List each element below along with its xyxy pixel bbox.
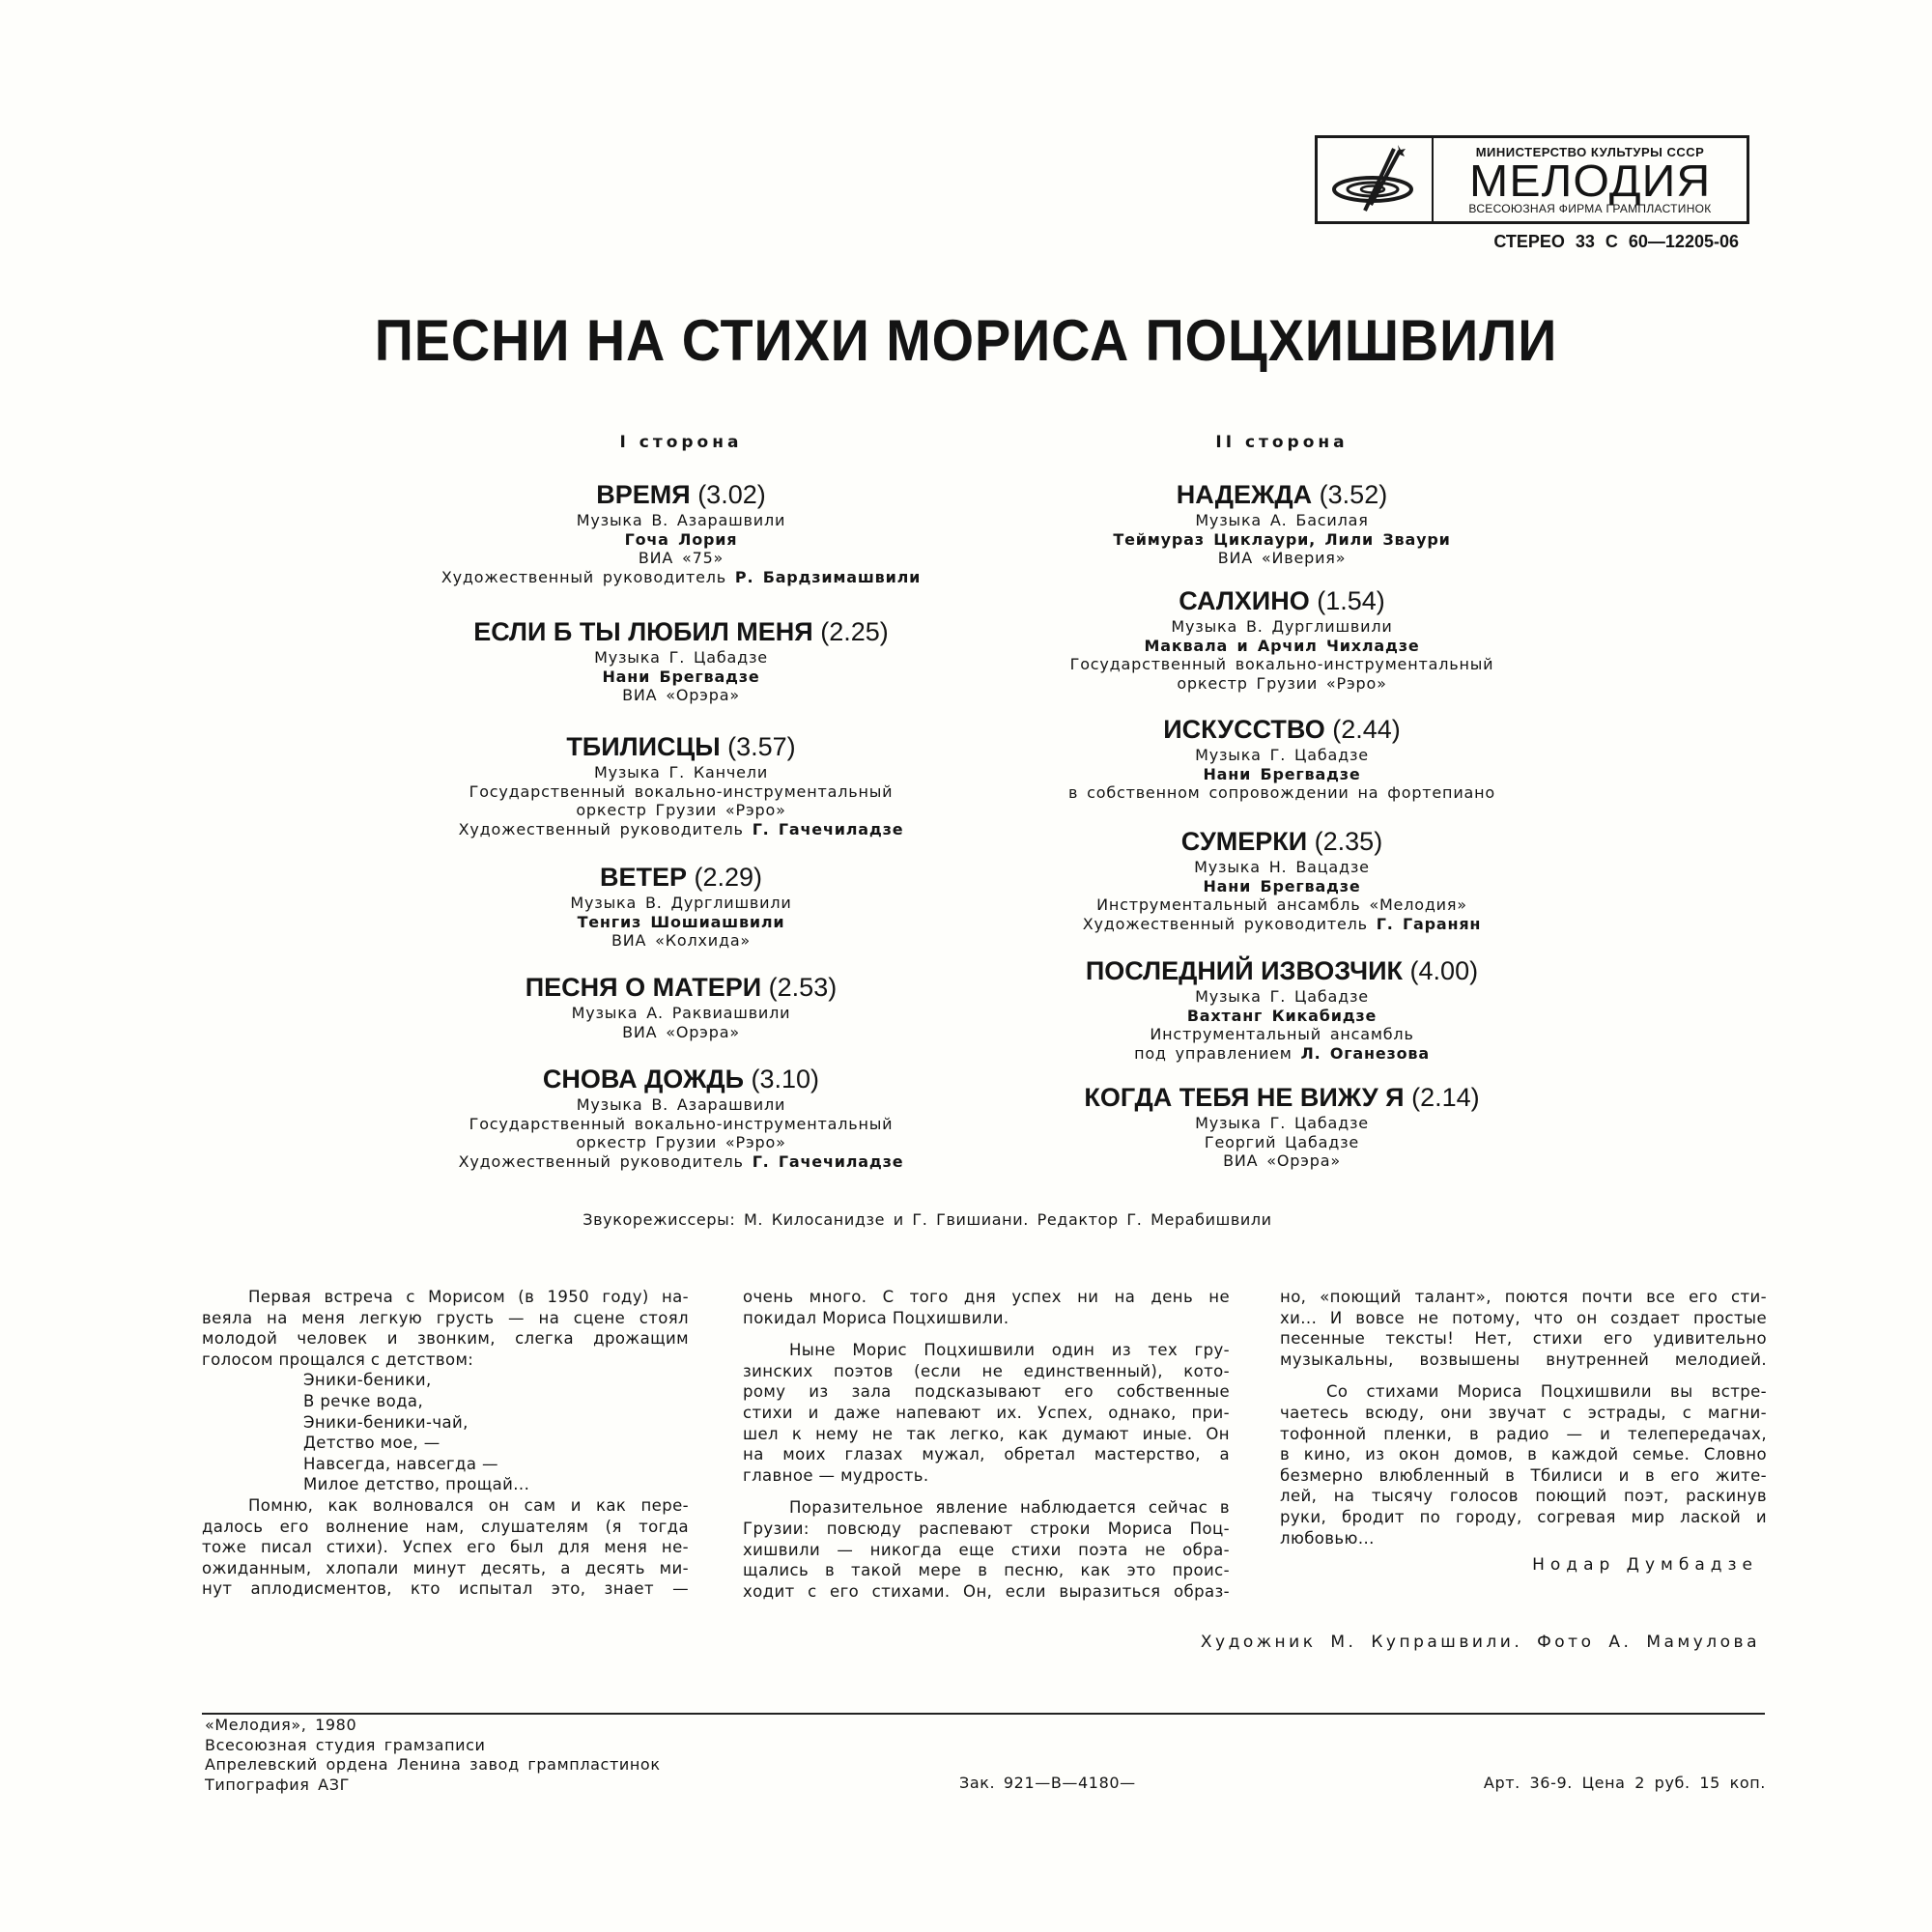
essay-line: далось его волнение нам, слушателям (я тогда	[202, 1517, 689, 1536]
track-duration: (2.14)	[1411, 1083, 1480, 1112]
track-detail	[973, 674, 1591, 694]
track-title-line	[372, 615, 990, 648]
track-title-line	[973, 713, 1591, 746]
track-detail	[973, 746, 1591, 765]
essay-column-2	[743, 1287, 1230, 1602]
track-detail	[372, 1023, 990, 1042]
track	[973, 478, 1591, 568]
track-detail	[372, 894, 990, 913]
essay-line: Грузии: повсюду распевают строки Мориса Поц-	[743, 1519, 1230, 1538]
detail-performer: Маквала и Арчил Чихладзе	[1144, 636, 1420, 655]
poem-line: Навсегда, навсегда —	[303, 1454, 498, 1473]
track-title: КОГДА ТЕБЯ НЕ ВИЖУ Я	[1084, 1083, 1405, 1112]
essay-line: любовью...	[1280, 1528, 1375, 1548]
track-detail	[372, 782, 990, 802]
track-duration: (3.10)	[751, 1065, 820, 1094]
track-detail	[372, 668, 990, 687]
essay-line: лей, на тысячу голосов поющий поэт, раскинув	[1280, 1487, 1767, 1506]
track-title: ВРЕМЯ	[596, 480, 691, 509]
detail-text: Государственный вокально-инструментальный	[469, 1114, 894, 1133]
track-detail	[973, 1007, 1591, 1026]
essay-signature: Нодар Думбадзе	[1532, 1555, 1758, 1575]
detail-text: ВИА «Иверия»	[1217, 549, 1347, 567]
essay-line: нут аплодисментов, кто испытал это, знает —	[202, 1579, 689, 1599]
track	[372, 971, 990, 1041]
detail-text: Художественный руководитель	[1082, 914, 1377, 933]
detail-text: Музыка Н. Вацадзе	[1194, 858, 1370, 876]
poem-line: Детство мое, —	[303, 1434, 440, 1453]
detail-performer: Вахтанг Кикабидзе	[1186, 1006, 1378, 1025]
track-detail	[973, 530, 1591, 550]
track-duration: (4.00)	[1409, 956, 1479, 985]
detail-text: ВИА «75»	[638, 549, 724, 567]
detail-performer: Нани Брегвадзе	[1203, 876, 1361, 895]
track-title: ИСКУССТВО	[1163, 715, 1325, 744]
track-detail	[372, 1152, 990, 1172]
publisher-line: «Мелодия», 1980	[205, 1716, 357, 1734]
detail-text: ВИА «Орэра»	[1223, 1151, 1341, 1170]
poem-line: Милое детство, прощай...	[303, 1475, 530, 1494]
track-duration: (2.53)	[768, 973, 838, 1002]
footer-divider	[202, 1713, 1765, 1715]
album-title: ПЕСНИ НА СТИХИ МОРИСА ПОЦХИШВИЛИ	[374, 308, 1558, 373]
publisher-info	[205, 1716, 661, 1795]
detail-performer: Р. Бардзимашвили	[734, 567, 922, 586]
track-title-line	[973, 954, 1591, 987]
track	[372, 730, 990, 838]
track-detail	[372, 801, 990, 820]
track-detail	[372, 648, 990, 668]
track-detail	[372, 1004, 990, 1023]
track-title-line	[372, 478, 990, 511]
detail-text: ВИА «Орэра»	[622, 686, 740, 704]
track-duration: (1.54)	[1317, 586, 1385, 615]
track-detail	[973, 1025, 1591, 1044]
track-title: СНОВА ДОЖДЬ	[542, 1065, 744, 1094]
order-number: Зак. 921—В—4180—	[959, 1774, 1136, 1792]
track-detail	[973, 617, 1591, 637]
essay-line: Поразительное явление наблюдается сейчас в	[789, 1498, 1230, 1518]
track	[372, 1063, 990, 1171]
essay-line: Первая встреча с Морисом (в 1950 году) на-	[248, 1288, 689, 1306]
catalog-number: СТЕРЕО 33 С 60—12205-06	[1493, 232, 1739, 251]
track-duration: (3.02)	[697, 480, 766, 509]
detail-text: Художественный руководитель	[458, 819, 753, 838]
essay-line: молодой человек и звонким, слегка дрожащим	[202, 1329, 689, 1349]
essay-line: тофонной пленки, в радио — и телепередачах,	[1280, 1424, 1767, 1443]
logo-ministry: МИНИСТЕРСТВО КУЛЬТУРЫ СССР	[1475, 144, 1705, 159]
track	[372, 861, 990, 951]
track-detail	[372, 549, 990, 568]
detail-text: Музыка Г. Цабадзе	[594, 648, 768, 667]
essay-line: песенные тексты! Нет, стихи его удивительно	[1280, 1329, 1767, 1349]
track-title: НАДЕЖДА	[1176, 480, 1313, 509]
side-2-label: II сторона	[1215, 433, 1349, 452]
track-detail	[973, 895, 1591, 915]
essay-line: голосом прощался с детством:	[202, 1350, 474, 1369]
track-title: ЕСЛИ Б ТЫ ЛЮБИЛ МЕНЯ	[473, 617, 813, 646]
track-detail	[973, 1114, 1591, 1133]
detail-performer: Тенгиз Шошиашвили	[577, 912, 785, 931]
essay-line: Со стихами Мориса Поцхишвили вы встре-	[1326, 1382, 1767, 1402]
track-title-line	[973, 584, 1591, 617]
essay-line: очень много. С того дня успех ни на день не	[743, 1288, 1230, 1306]
detail-text: Музыка Г. Цабадзе	[1195, 746, 1369, 764]
track-detail	[372, 686, 990, 705]
track-title: ПОСЛЕДНИЙ ИЗВОЗЧИК	[1085, 956, 1404, 985]
detail-text: Музыка А. Басилая	[1195, 511, 1369, 529]
sound-credits: Звукорежиссеры: М. Килосанидзе и Г. Гвишиани. Редактор Г. Мерабишвили	[582, 1210, 1272, 1229]
track-detail	[372, 1115, 990, 1134]
track-detail	[372, 568, 990, 587]
track	[372, 615, 990, 705]
side-1-label: I сторона	[619, 433, 743, 452]
detail-text: Государственный вокально-инструментальный	[1069, 655, 1494, 673]
poem-line: Эники-беники-чай,	[303, 1412, 469, 1432]
essay-line: хишвили — никогда еще стихи поэта не обра-	[743, 1540, 1230, 1559]
detail-performer: Теймураз Циклаури, Лили Зваури	[1113, 529, 1451, 549]
track-detail	[973, 511, 1591, 530]
essay-line: хи... И вовсе не потому, что он создает простые	[1280, 1308, 1767, 1327]
track-title: ВЕТЕР	[599, 863, 687, 892]
publisher-line: Типография АЗГ	[205, 1775, 350, 1794]
detail-performer: Нани Брегвадзе	[1203, 764, 1361, 783]
essay-column-1	[202, 1287, 689, 1600]
track-detail	[372, 763, 990, 782]
essay-line: безмерно влюбленный в Тбилиси и в его жите-	[1280, 1465, 1767, 1485]
artist-credits: Художник М. Купрашвили. Фото А. Мамулова	[1200, 1633, 1760, 1652]
detail-text: Музыка Г. Цабадзе	[1195, 987, 1369, 1006]
detail-text: Музыка Г. Канчели	[593, 763, 769, 781]
price-info: Арт. 36-9. Цена 2 руб. 15 коп.	[1483, 1774, 1766, 1792]
detail-performer: Г. Гачечиладзе	[752, 819, 904, 838]
logo-brand: МЕЛОДИЯ	[1468, 155, 1712, 206]
track	[973, 713, 1591, 803]
essay-line: Ныне Морис Поцхишвили один из тех гру-	[789, 1341, 1230, 1360]
track-detail	[973, 987, 1591, 1007]
track-detail	[973, 915, 1591, 934]
track-title-line	[372, 730, 990, 763]
detail-text: Музыка Г. Цабадзе	[1195, 1114, 1369, 1132]
track-title-line	[973, 825, 1591, 858]
essay-line: на моих глазах мужал, обретал мастерство, а	[743, 1445, 1230, 1464]
track-detail	[973, 783, 1591, 803]
track-duration: (2.29)	[694, 863, 763, 892]
poem-line: В речке вода,	[303, 1391, 424, 1410]
track-detail	[372, 931, 990, 951]
detail-text: Музыка В. Азарашвили	[576, 511, 786, 529]
detail-text: оркестр Грузии «Рэро»	[1177, 673, 1387, 693]
essay-line: но, «поющий талант», поются почти все его сти-	[1280, 1288, 1767, 1306]
detail-text: Инструментальный ансамбль	[1150, 1025, 1414, 1043]
detail-text: Музыка В. Дурглишвили	[1171, 617, 1393, 636]
track	[973, 1081, 1591, 1171]
track	[973, 954, 1591, 1063]
track-detail	[372, 511, 990, 530]
track-title: ПЕСНЯ О МАТЕРИ	[525, 973, 762, 1002]
melodiya-logo	[1315, 135, 1749, 224]
essay-line: рому из зала подсказывают его собственные	[743, 1382, 1230, 1402]
track-detail	[973, 877, 1591, 896]
detail-text: Музыка А. Раквиашвили	[571, 1004, 791, 1022]
essay-line: музыкальны, возвышены внутренней мелодией.	[1280, 1350, 1767, 1369]
track-detail	[973, 549, 1591, 568]
track-duration: (3.52)	[1319, 480, 1388, 509]
detail-text: Музыка В. Дурглишвили	[570, 894, 792, 912]
essay-line: тоже писал стихи). Успех его был для меня не-	[202, 1538, 689, 1557]
detail-text: Музыка В. Азарашвили	[576, 1095, 786, 1114]
detail-text: оркестр Грузии «Рэро»	[576, 801, 786, 819]
track-title-line	[372, 971, 990, 1004]
detail-text: оркестр Грузии «Рэро»	[576, 1133, 786, 1151]
detail-text: Государственный вокально-инструментальный	[469, 781, 894, 801]
essay-line: главное — мудрость.	[743, 1465, 929, 1485]
track-title-line	[372, 1063, 990, 1095]
melodiya-emblem-icon	[1318, 138, 1434, 221]
track-title-line	[973, 1081, 1591, 1114]
track-detail	[372, 1133, 990, 1152]
essay-line: в кино, из окон домов, в каждой семье. Словно	[1280, 1445, 1767, 1464]
essay-line: стихи и даже напевают их. Успех, однако, при-	[743, 1403, 1230, 1422]
track-title: ТБИЛИСЦЫ	[566, 732, 721, 761]
track-title-line	[973, 478, 1591, 511]
poem-line: Эники-беники,	[303, 1371, 432, 1390]
detail-text: Инструментальный ансамбль «Мелодия»	[1096, 895, 1467, 914]
essay-line: ожиданным, хлопали минут десять, а десять ми-	[202, 1558, 689, 1577]
track-duration: (2.44)	[1332, 715, 1401, 744]
detail-performer: Гоча Лория	[624, 529, 738, 549]
track-detail	[372, 820, 990, 839]
track-detail	[973, 1133, 1591, 1152]
track-duration: (2.25)	[820, 617, 889, 646]
essay-line: шел к нему не так легко, как думают иные. Он	[743, 1424, 1230, 1443]
track-detail	[973, 1044, 1591, 1064]
track	[973, 584, 1591, 693]
track-duration: (3.57)	[727, 732, 796, 761]
detail-performer: Г. Гаранян	[1376, 914, 1482, 933]
track	[973, 825, 1591, 933]
track-detail	[973, 1151, 1591, 1171]
publisher-line: Всесоюзная студия грамзаписи	[205, 1735, 486, 1754]
detail-text: ВИА «Орэра»	[622, 1022, 740, 1041]
track-detail	[973, 655, 1591, 674]
track-title: САЛХИНО	[1179, 586, 1310, 615]
detail-performer: Г. Гачечиладзе	[752, 1151, 904, 1171]
track-detail	[973, 765, 1591, 784]
detail-performer: Л. Оганезова	[1300, 1043, 1430, 1063]
essay-column-3	[1280, 1287, 1767, 1548]
essay-line: руки, бродит по городу, согревая мир лаской и	[1280, 1507, 1767, 1526]
essay-line: ходит с его стихами. Он, если выразиться образ-	[743, 1581, 1230, 1601]
track-detail	[973, 637, 1591, 656]
detail-text: ВИА «Колхида»	[611, 931, 752, 950]
detail-text: Художественный руководитель	[440, 567, 735, 586]
essay-line: Помню, как волновался он сам и как пере-	[248, 1495, 689, 1515]
track-detail	[372, 1095, 990, 1115]
detail-text: Художественный руководитель	[458, 1151, 753, 1171]
essay-line: веяла на меня легкую грусть — на сцене стоял	[202, 1308, 689, 1327]
track-duration: (2.35)	[1314, 827, 1383, 856]
track-detail	[372, 530, 990, 550]
track-title-line	[372, 861, 990, 894]
detail-text: в собственном сопровождении на фортепиано	[1068, 783, 1495, 802]
detail-text: под управлением	[1134, 1043, 1301, 1063]
essay-line: щались в такой мере в песню, как это проис-	[743, 1561, 1230, 1580]
essay-line: зинских поэтов (если не единственный), кото-	[743, 1361, 1230, 1380]
essay-line: чаетесь всюду, они звучат с эстрады, с магни-	[1280, 1403, 1767, 1422]
track-title: СУМЕРКИ	[1180, 827, 1308, 856]
detail-performer: Нани Брегвадзе	[602, 667, 760, 686]
logo-company: ВСЕСОЮЗНАЯ ФИРМА ГРАМПЛАСТИНОК	[1468, 201, 1712, 215]
track	[372, 478, 990, 586]
track-detail	[973, 858, 1591, 877]
detail-text: Георгий Цабадзе	[1204, 1132, 1360, 1151]
essay-line: покидал Мориса Поцхишвили.	[743, 1308, 1009, 1327]
track-detail	[372, 913, 990, 932]
publisher-line: Апрелевский ордена Ленина завод грампластинок	[205, 1755, 661, 1774]
